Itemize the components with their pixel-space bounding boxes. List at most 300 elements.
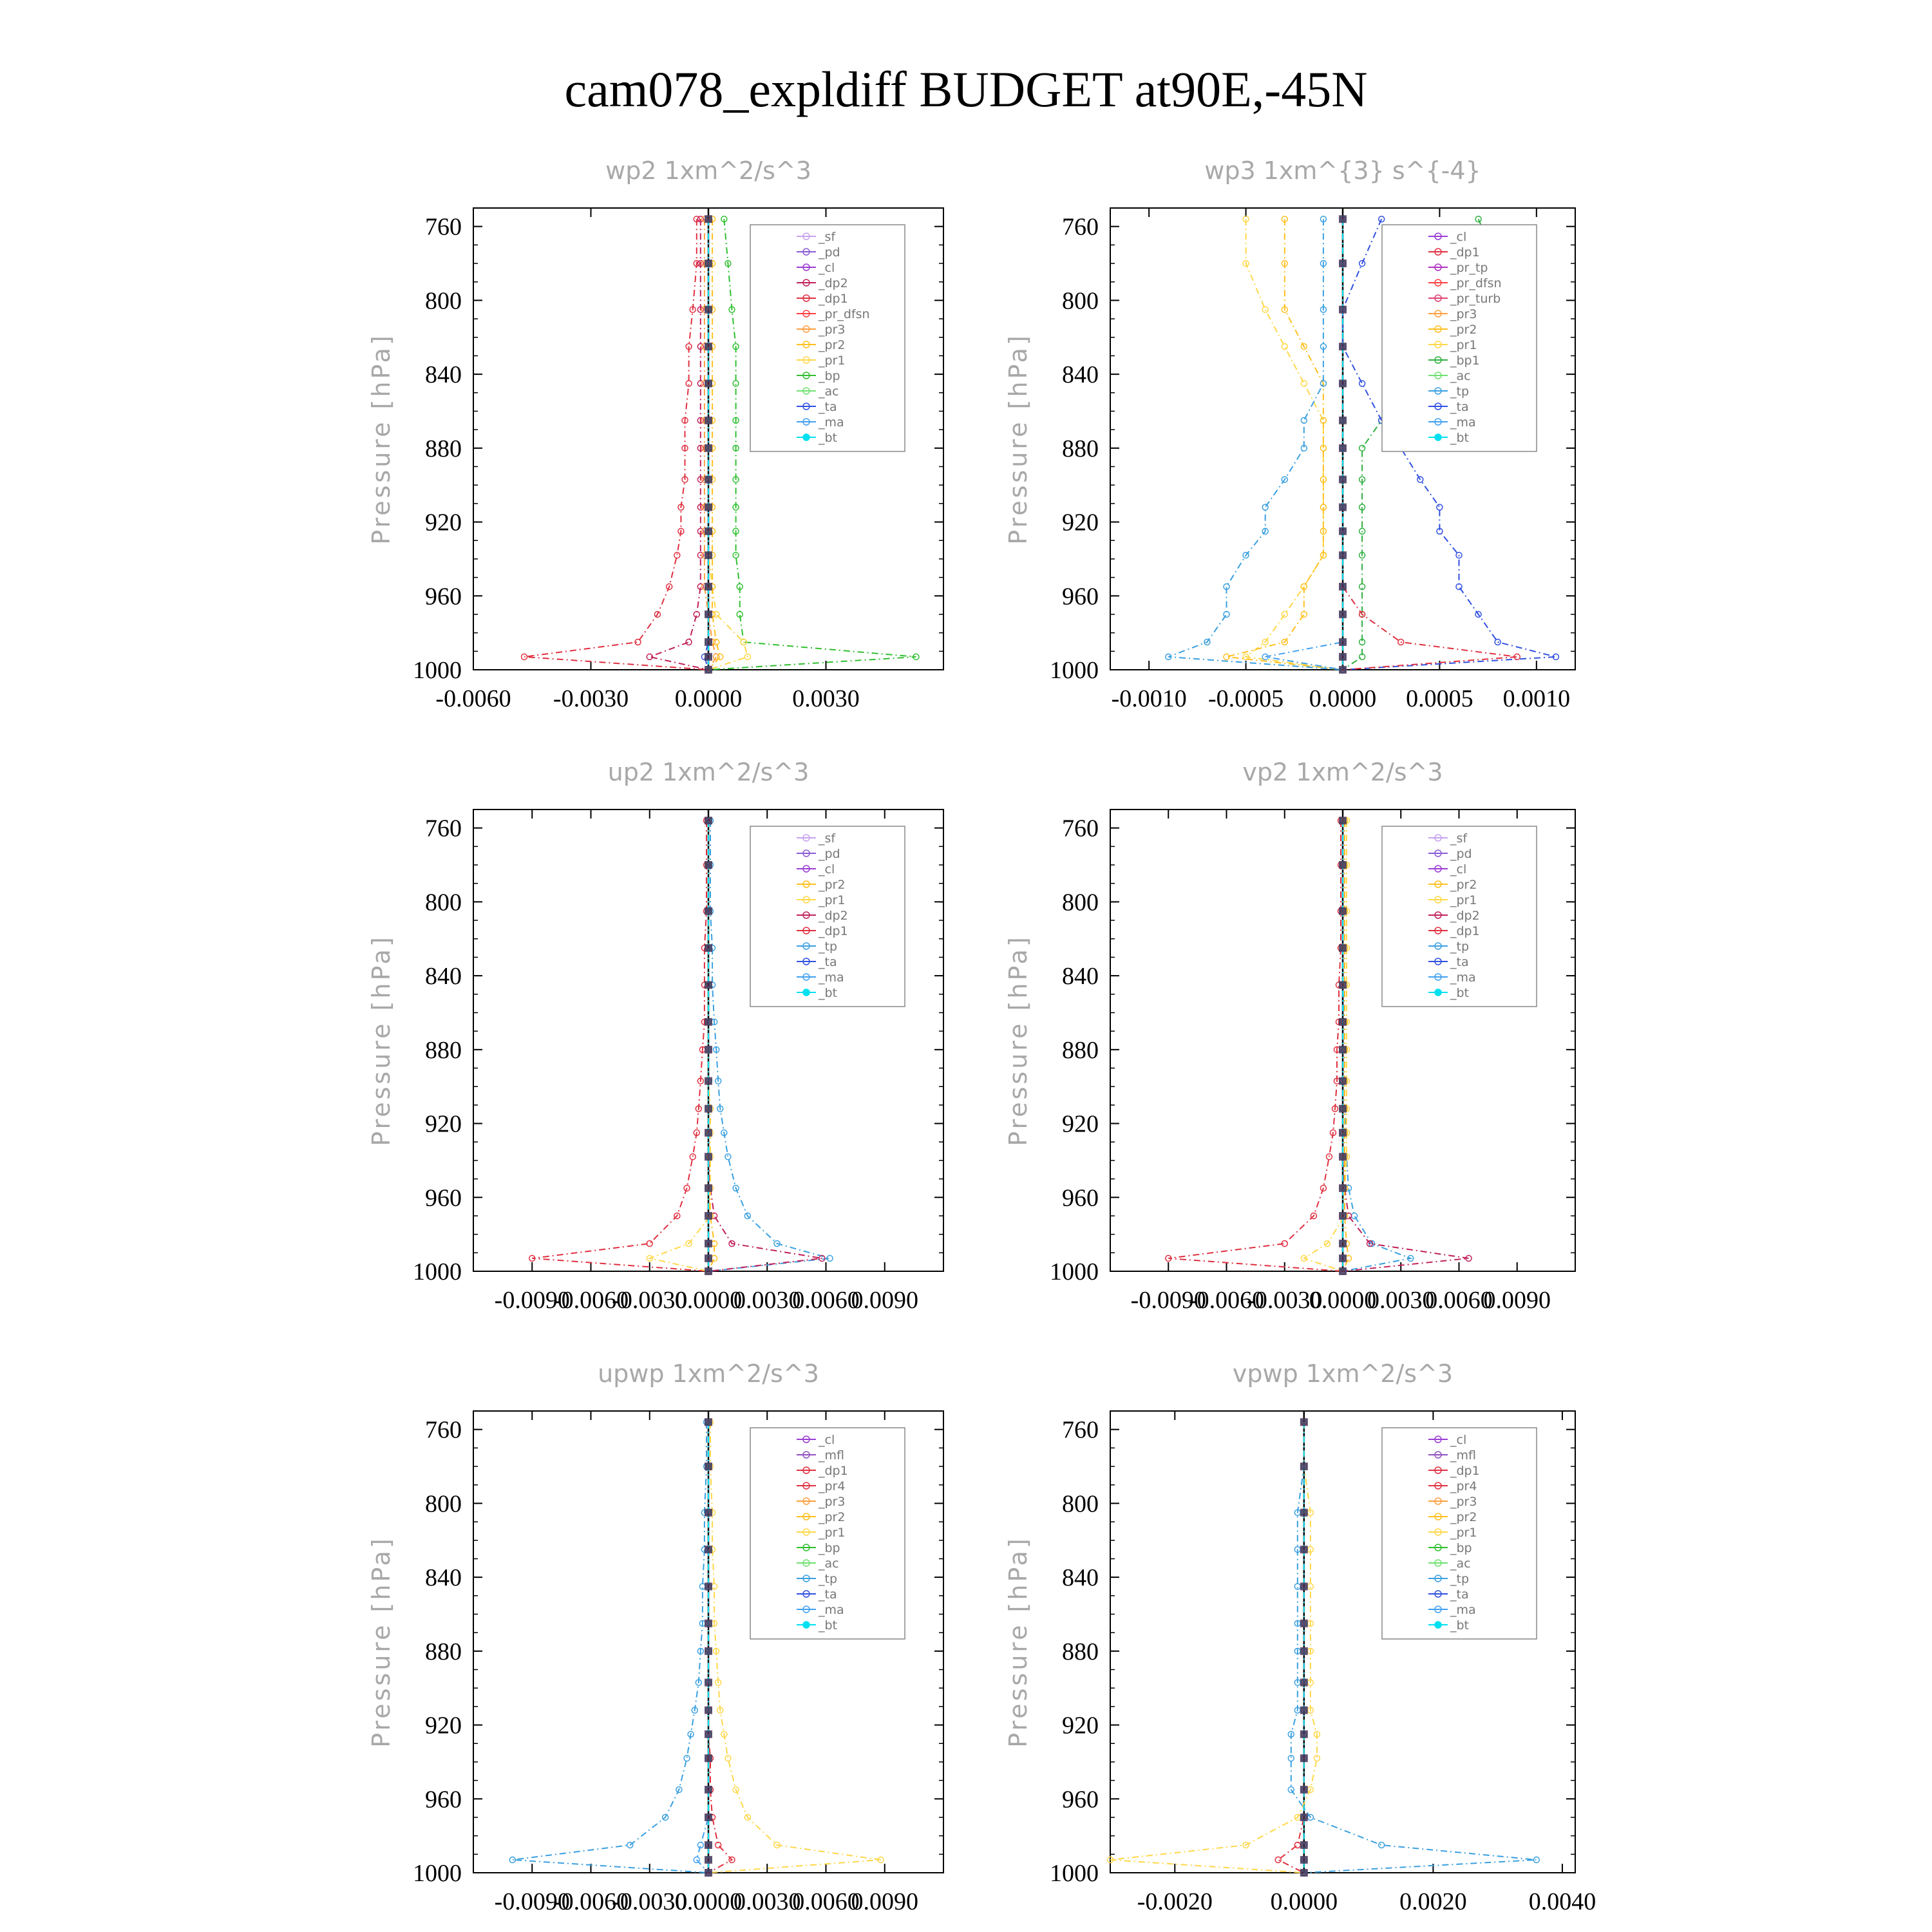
x-tick-label: 0.0000 bbox=[1309, 685, 1377, 712]
legend-label: _bp bbox=[1450, 1541, 1472, 1555]
data-point bbox=[674, 553, 680, 558]
center-marker bbox=[1300, 1814, 1308, 1821]
center-marker bbox=[705, 1255, 712, 1262]
y-axis-label: Pressure [hPa] bbox=[367, 934, 395, 1146]
data-point bbox=[1301, 611, 1307, 617]
figure-title: cam078_expldiff BUDGET at90E,-45N bbox=[564, 61, 1368, 117]
center-marker bbox=[705, 1267, 712, 1275]
legend-label: _bp bbox=[819, 369, 840, 383]
x-tick-label: 0.0030 bbox=[734, 1888, 801, 1915]
center-marker bbox=[1300, 1707, 1308, 1714]
center-marker bbox=[705, 1754, 712, 1762]
legend-label: _pd bbox=[1450, 847, 1472, 861]
center-marker bbox=[705, 1582, 712, 1590]
center-marker bbox=[705, 611, 712, 618]
x-tick-label: 0.0000 bbox=[1270, 1888, 1338, 1915]
legend-label: _ac bbox=[819, 384, 839, 399]
legend-label: _dp1 bbox=[1450, 1464, 1480, 1478]
center-marker bbox=[1339, 1153, 1347, 1160]
legend-label: _ta bbox=[819, 955, 837, 969]
center-marker bbox=[705, 1620, 712, 1627]
series-line-pr1 bbox=[1246, 219, 1343, 670]
x-tick-label: -0.0005 bbox=[1208, 685, 1284, 712]
legend-label: _cl bbox=[1450, 1433, 1467, 1447]
legend-label: _pr_tp bbox=[1450, 261, 1488, 275]
y-tick-label: 1000 bbox=[1050, 1860, 1099, 1887]
legend-label: _cl bbox=[819, 1433, 835, 1447]
center-marker bbox=[705, 343, 712, 350]
y-tick-label: 880 bbox=[1062, 1036, 1099, 1064]
legend-label: _cl bbox=[819, 862, 835, 876]
legend-label: _ma bbox=[1450, 1603, 1476, 1617]
legend-label: _ma bbox=[1450, 415, 1476, 430]
x-tick-label: -0.0030 bbox=[612, 1888, 688, 1915]
legend-marker bbox=[803, 989, 810, 996]
panel-title: vp2 1xm^2/s^3 bbox=[1242, 758, 1443, 786]
data-point bbox=[647, 1240, 652, 1246]
legend-label: _pr2 bbox=[1450, 323, 1477, 337]
data-point bbox=[686, 639, 692, 645]
legend-label: _ma bbox=[1450, 971, 1476, 985]
y-tick-label: 800 bbox=[1062, 1490, 1099, 1518]
center-marker bbox=[705, 1786, 712, 1794]
center-marker bbox=[705, 551, 712, 559]
legend-label: _ta bbox=[819, 400, 837, 414]
y-tick-label: 840 bbox=[425, 1564, 462, 1592]
panel-title: wp2 1xm^2/s^3 bbox=[605, 156, 811, 185]
y-tick-label: 800 bbox=[1062, 889, 1099, 916]
legend-label: _sf bbox=[1450, 831, 1468, 846]
legend-label: _dp2 bbox=[1450, 909, 1480, 923]
data-point bbox=[684, 1756, 690, 1761]
legend-label: _dp1 bbox=[1450, 245, 1480, 260]
legend-label: _pr1 bbox=[1450, 1526, 1477, 1540]
data-point bbox=[1379, 1842, 1385, 1848]
x-tick-label: -0.0030 bbox=[553, 685, 629, 712]
legend-label: _bp bbox=[819, 1541, 840, 1555]
center-marker bbox=[1339, 379, 1347, 387]
center-marker bbox=[705, 638, 712, 646]
data-point bbox=[1352, 1213, 1358, 1218]
x-tick-label: 0.0000 bbox=[674, 1888, 743, 1915]
data-point bbox=[1288, 1756, 1294, 1761]
y-tick-label: 960 bbox=[425, 1786, 462, 1814]
legend-label: _pr3 bbox=[1450, 307, 1477, 321]
center-marker bbox=[1339, 551, 1347, 559]
center-marker bbox=[1339, 817, 1347, 824]
center-marker bbox=[1339, 1267, 1347, 1275]
center-marker bbox=[705, 504, 712, 511]
center-marker bbox=[1300, 1786, 1308, 1794]
y-tick-label: 840 bbox=[1062, 963, 1099, 990]
x-tick-label: -0.0060 bbox=[553, 1888, 629, 1915]
center-marker bbox=[705, 1509, 712, 1517]
legend-label: _pr_dfsn bbox=[819, 307, 870, 321]
legend-label: _pr1 bbox=[819, 354, 846, 368]
center-marker bbox=[1339, 944, 1347, 952]
y-tick-label: 920 bbox=[1062, 1712, 1099, 1739]
data-point bbox=[1224, 611, 1229, 617]
legend-label: _pr3 bbox=[1450, 1495, 1477, 1509]
center-marker bbox=[1339, 1240, 1347, 1247]
y-tick-label: 920 bbox=[425, 509, 462, 536]
center-marker bbox=[705, 527, 712, 535]
x-tick-label: 0.0010 bbox=[1502, 685, 1571, 712]
y-tick-label: 800 bbox=[425, 889, 462, 916]
center-marker bbox=[1339, 504, 1347, 511]
center-marker bbox=[1300, 1647, 1308, 1655]
y-tick-label: 960 bbox=[425, 1184, 462, 1212]
center-marker bbox=[705, 1018, 712, 1026]
center-marker bbox=[1339, 260, 1347, 267]
y-tick-label: 1000 bbox=[1050, 657, 1099, 684]
data-point bbox=[1359, 445, 1365, 451]
center-marker bbox=[705, 1418, 712, 1426]
x-tick-label: -0.0060 bbox=[553, 1287, 629, 1314]
panel-title: wp3 1xm^{3} s^{-4} bbox=[1204, 156, 1481, 185]
series-line-pr2 bbox=[1227, 219, 1343, 670]
legend-label: _pd bbox=[819, 847, 840, 861]
legend-label: _ma bbox=[819, 971, 844, 985]
y-tick-label: 840 bbox=[425, 963, 462, 990]
y-tick-label: 1000 bbox=[413, 657, 462, 684]
y-axis-label: Pressure [hPa] bbox=[367, 1536, 395, 1748]
panel-3 bbox=[367, 758, 943, 1314]
center-marker bbox=[1339, 1046, 1347, 1054]
y-tick-label: 960 bbox=[425, 583, 462, 611]
legend-label: _pr_dfsn bbox=[1450, 276, 1502, 290]
data-point bbox=[1533, 1857, 1539, 1862]
legend-label: _cl bbox=[1450, 862, 1467, 876]
data-point bbox=[1314, 1756, 1320, 1761]
data-point bbox=[1262, 307, 1268, 312]
panel-6 bbox=[1004, 1359, 1596, 1915]
center-marker bbox=[1339, 611, 1347, 618]
legend-label: _dp1 bbox=[819, 292, 848, 306]
y-tick-label: 960 bbox=[1062, 1786, 1099, 1814]
center-marker bbox=[1339, 306, 1347, 314]
center-marker bbox=[705, 1814, 712, 1821]
legend-label: _dp1 bbox=[819, 1464, 848, 1478]
center-marker bbox=[705, 1707, 712, 1714]
legend-label: _pr_turb bbox=[1450, 292, 1501, 306]
legend-label: _bt bbox=[1450, 986, 1470, 1000]
legend-label: _ta bbox=[1450, 1587, 1469, 1602]
series-line-pr1 bbox=[708, 219, 748, 670]
x-tick-label: -0.0060 bbox=[435, 685, 511, 712]
panels bbox=[367, 156, 1596, 1915]
center-marker bbox=[705, 260, 712, 267]
legend-label: _dp2 bbox=[819, 276, 848, 290]
center-marker bbox=[1339, 215, 1347, 223]
center-marker bbox=[1339, 1184, 1347, 1192]
legend-label: _cl bbox=[819, 261, 835, 275]
center-marker bbox=[1300, 1841, 1308, 1849]
series-line-dp1 bbox=[524, 219, 708, 670]
legend-marker bbox=[803, 1622, 810, 1628]
legend-label: _pr3 bbox=[819, 1495, 846, 1509]
center-marker bbox=[1339, 417, 1347, 424]
data-point bbox=[1282, 344, 1287, 350]
center-marker bbox=[1339, 861, 1347, 869]
center-marker bbox=[1339, 1105, 1347, 1113]
data-point bbox=[1437, 504, 1443, 510]
legend-label: _ta bbox=[1450, 400, 1469, 414]
y-tick-label: 960 bbox=[1062, 583, 1099, 611]
panel-2 bbox=[1004, 156, 1575, 712]
data-point bbox=[1294, 1584, 1300, 1589]
y-axis-label: Pressure [hPa] bbox=[367, 333, 395, 545]
legend-label: _pr2 bbox=[819, 878, 846, 892]
legend-label: _dp1 bbox=[819, 924, 848, 938]
x-tick-label: 0.0090 bbox=[851, 1287, 918, 1314]
legend-label: _cl bbox=[1450, 230, 1467, 244]
legend-label: _pr4 bbox=[1450, 1479, 1477, 1493]
legend-label: _pr4 bbox=[819, 1479, 846, 1493]
legend-label: _pr2 bbox=[819, 1510, 846, 1524]
x-tick-label: 0.0000 bbox=[674, 685, 743, 712]
x-tick-label: -0.0020 bbox=[1137, 1888, 1213, 1915]
center-marker bbox=[705, 1240, 712, 1247]
center-marker bbox=[705, 1105, 712, 1113]
center-marker bbox=[1300, 1509, 1308, 1517]
y-tick-label: 800 bbox=[425, 1490, 462, 1518]
center-marker bbox=[705, 444, 712, 452]
x-tick-label: 0.0060 bbox=[792, 1287, 860, 1314]
y-axis-label: Pressure [hPa] bbox=[1004, 934, 1032, 1146]
y-tick-label: 800 bbox=[1062, 287, 1099, 315]
data-point bbox=[1301, 381, 1307, 386]
y-tick-label: 880 bbox=[425, 1638, 462, 1665]
legend-label: _ma bbox=[819, 1603, 844, 1617]
x-tick-label: 0.0005 bbox=[1406, 685, 1473, 712]
x-tick-label: -0.0060 bbox=[1188, 1287, 1265, 1314]
legend-label: _tp bbox=[1450, 384, 1470, 399]
center-marker bbox=[1300, 1620, 1308, 1627]
series-line-pr1 bbox=[1110, 1422, 1317, 1873]
y-tick-label: 840 bbox=[1062, 361, 1099, 389]
center-marker bbox=[705, 666, 712, 674]
legend-label: _mfl bbox=[819, 1448, 844, 1463]
x-tick-label: -0.0010 bbox=[1111, 685, 1187, 712]
center-marker bbox=[1300, 1856, 1308, 1864]
y-axis-label: Pressure [hPa] bbox=[1004, 333, 1032, 545]
data-point bbox=[1307, 1584, 1313, 1589]
series-line-tp bbox=[1168, 219, 1343, 670]
data-point bbox=[1262, 504, 1268, 510]
center-marker bbox=[705, 1184, 712, 1192]
y-tick-label: 880 bbox=[1062, 435, 1099, 462]
y-tick-label: 760 bbox=[1062, 1416, 1099, 1444]
legend-label: _pr2 bbox=[819, 338, 846, 352]
series-line-dp1 bbox=[1168, 820, 1343, 1271]
y-tick-label: 880 bbox=[425, 435, 462, 462]
center-marker bbox=[1300, 1546, 1308, 1553]
legend-label: _pr3 bbox=[819, 323, 846, 337]
center-marker bbox=[1339, 666, 1347, 674]
center-marker bbox=[705, 817, 712, 824]
center-marker bbox=[705, 1869, 712, 1877]
data-point bbox=[1275, 1857, 1281, 1862]
legend-label: _pr2 bbox=[1450, 878, 1477, 892]
legend-label: _ac bbox=[1450, 1557, 1471, 1571]
panel-4 bbox=[1004, 758, 1575, 1314]
legend-label: _tp bbox=[819, 940, 838, 954]
center-marker bbox=[1300, 1463, 1308, 1470]
center-marker bbox=[705, 861, 712, 869]
center-marker bbox=[705, 1647, 712, 1655]
center-marker bbox=[1339, 1212, 1347, 1220]
center-marker bbox=[1339, 476, 1347, 484]
y-tick-label: 800 bbox=[425, 287, 462, 315]
legend-label: _bt bbox=[819, 1618, 838, 1633]
series-line-pr4 bbox=[1278, 1422, 1304, 1873]
legend-label: _ac bbox=[819, 1557, 839, 1571]
center-marker bbox=[705, 1730, 712, 1738]
y-tick-label: 880 bbox=[425, 1036, 462, 1064]
legend-marker bbox=[1435, 989, 1441, 996]
center-marker bbox=[1339, 1255, 1347, 1262]
x-tick-label: 0.0030 bbox=[1367, 1287, 1435, 1314]
center-marker bbox=[1339, 653, 1347, 661]
center-marker bbox=[1300, 1418, 1308, 1426]
legend-marker bbox=[1435, 1622, 1441, 1628]
series-line-pr1 bbox=[650, 820, 710, 1271]
y-tick-label: 760 bbox=[425, 815, 462, 842]
center-marker bbox=[1300, 1754, 1308, 1762]
center-marker bbox=[705, 1046, 712, 1054]
x-tick-label: 0.0090 bbox=[1483, 1287, 1551, 1314]
y-tick-label: 840 bbox=[1062, 1564, 1099, 1592]
y-tick-label: 840 bbox=[425, 361, 462, 389]
panel-title: vpwp 1xm^2/s^3 bbox=[1232, 1359, 1454, 1388]
legend-label: _ma bbox=[819, 415, 844, 430]
legend-marker bbox=[803, 434, 810, 440]
x-tick-label: -0.0030 bbox=[612, 1287, 688, 1314]
legend-label: _sf bbox=[819, 831, 836, 846]
legend-label: _bt bbox=[1450, 1618, 1470, 1633]
center-marker bbox=[1300, 1730, 1308, 1738]
y-tick-label: 760 bbox=[1062, 815, 1099, 842]
center-marker bbox=[705, 907, 712, 915]
legend-label: _pr2 bbox=[1450, 1510, 1477, 1524]
x-tick-label: -0.0030 bbox=[1247, 1287, 1323, 1314]
x-tick-label: -0.0090 bbox=[1130, 1287, 1206, 1314]
center-marker bbox=[705, 1129, 712, 1137]
x-tick-label: 0.0060 bbox=[792, 1888, 860, 1915]
legend-label: _tp bbox=[1450, 940, 1470, 954]
center-marker bbox=[705, 1153, 712, 1160]
center-marker bbox=[1339, 343, 1347, 350]
data-point bbox=[1359, 381, 1365, 386]
x-tick-label: 0.0000 bbox=[674, 1287, 743, 1314]
center-marker bbox=[705, 1212, 712, 1220]
center-marker bbox=[705, 653, 712, 661]
x-tick-label: 0.0030 bbox=[792, 685, 860, 712]
x-tick-label: 0.0030 bbox=[734, 1287, 801, 1314]
data-point bbox=[733, 381, 739, 386]
panel-1 bbox=[367, 156, 943, 712]
legend-label: _tp bbox=[819, 1572, 838, 1586]
legend-label: _ta bbox=[819, 1587, 837, 1602]
x-tick-label: 0.0060 bbox=[1425, 1287, 1493, 1314]
center-marker bbox=[705, 379, 712, 387]
panel-title: upwp 1xm^2/s^3 bbox=[598, 1359, 819, 1388]
center-marker bbox=[705, 306, 712, 314]
series-line-tp bbox=[513, 1422, 708, 1873]
center-marker bbox=[1339, 1129, 1347, 1137]
y-tick-label: 1000 bbox=[1050, 1258, 1099, 1285]
x-tick-label: 0.0020 bbox=[1399, 1888, 1467, 1915]
legend-marker bbox=[1435, 434, 1441, 440]
y-tick-label: 880 bbox=[1062, 1638, 1099, 1665]
y-tick-label: 960 bbox=[1062, 1184, 1099, 1212]
legend-label: _bp1 bbox=[1450, 354, 1480, 368]
data-point bbox=[725, 1154, 731, 1160]
y-tick-label: 760 bbox=[425, 213, 462, 241]
y-tick-label: 1000 bbox=[413, 1860, 462, 1887]
legend-label: _sf bbox=[819, 230, 836, 244]
x-tick-label: 0.0000 bbox=[1309, 1287, 1377, 1314]
y-tick-label: 920 bbox=[1062, 509, 1099, 536]
legend-label: _ta bbox=[1450, 955, 1469, 969]
legend-label: _mfl bbox=[1450, 1448, 1476, 1463]
center-marker bbox=[1339, 981, 1347, 989]
y-tick-label: 760 bbox=[1062, 213, 1099, 241]
data-point bbox=[509, 1857, 515, 1862]
x-tick-label: -0.0090 bbox=[494, 1287, 570, 1314]
legend-label: _ac bbox=[1450, 369, 1471, 383]
center-marker bbox=[1300, 1679, 1308, 1687]
legend-label: _bt bbox=[819, 986, 838, 1000]
center-marker bbox=[1300, 1582, 1308, 1590]
center-marker bbox=[705, 981, 712, 989]
center-marker bbox=[705, 1077, 712, 1085]
legend-label: _pd bbox=[819, 245, 840, 260]
center-marker bbox=[705, 1841, 712, 1849]
center-marker bbox=[1339, 583, 1347, 591]
panel-title: up2 1xm^2/s^3 bbox=[607, 758, 810, 786]
center-marker bbox=[1339, 907, 1347, 915]
legend-label: _bt bbox=[1450, 431, 1470, 445]
x-tick-label: 0.0040 bbox=[1528, 1888, 1596, 1915]
legend-label: _pr1 bbox=[1450, 893, 1477, 907]
x-tick-label: -0.0090 bbox=[494, 1888, 570, 1915]
center-marker bbox=[705, 417, 712, 424]
x-tick-label: 0.0090 bbox=[851, 1888, 918, 1915]
data-point bbox=[725, 1756, 731, 1761]
legend-label: _pr1 bbox=[819, 893, 846, 907]
center-marker bbox=[705, 1546, 712, 1553]
y-tick-label: 1000 bbox=[413, 1258, 462, 1285]
y-tick-label: 760 bbox=[425, 1416, 462, 1444]
legend-label: _bt bbox=[819, 431, 838, 445]
series-line-dp1 bbox=[532, 820, 708, 1271]
center-marker bbox=[1300, 1869, 1308, 1877]
center-marker bbox=[705, 476, 712, 484]
center-marker bbox=[1339, 638, 1347, 646]
center-marker bbox=[705, 215, 712, 223]
center-marker bbox=[705, 583, 712, 591]
center-marker bbox=[1339, 444, 1347, 452]
y-tick-label: 920 bbox=[1062, 1110, 1099, 1138]
y-axis-label: Pressure [hPa] bbox=[1004, 1536, 1032, 1748]
panel-5 bbox=[367, 1359, 943, 1915]
legend-label: _pr1 bbox=[819, 1526, 846, 1540]
legend-label: _dp2 bbox=[819, 909, 848, 923]
center-marker bbox=[1339, 1018, 1347, 1026]
y-tick-label: 920 bbox=[425, 1712, 462, 1739]
